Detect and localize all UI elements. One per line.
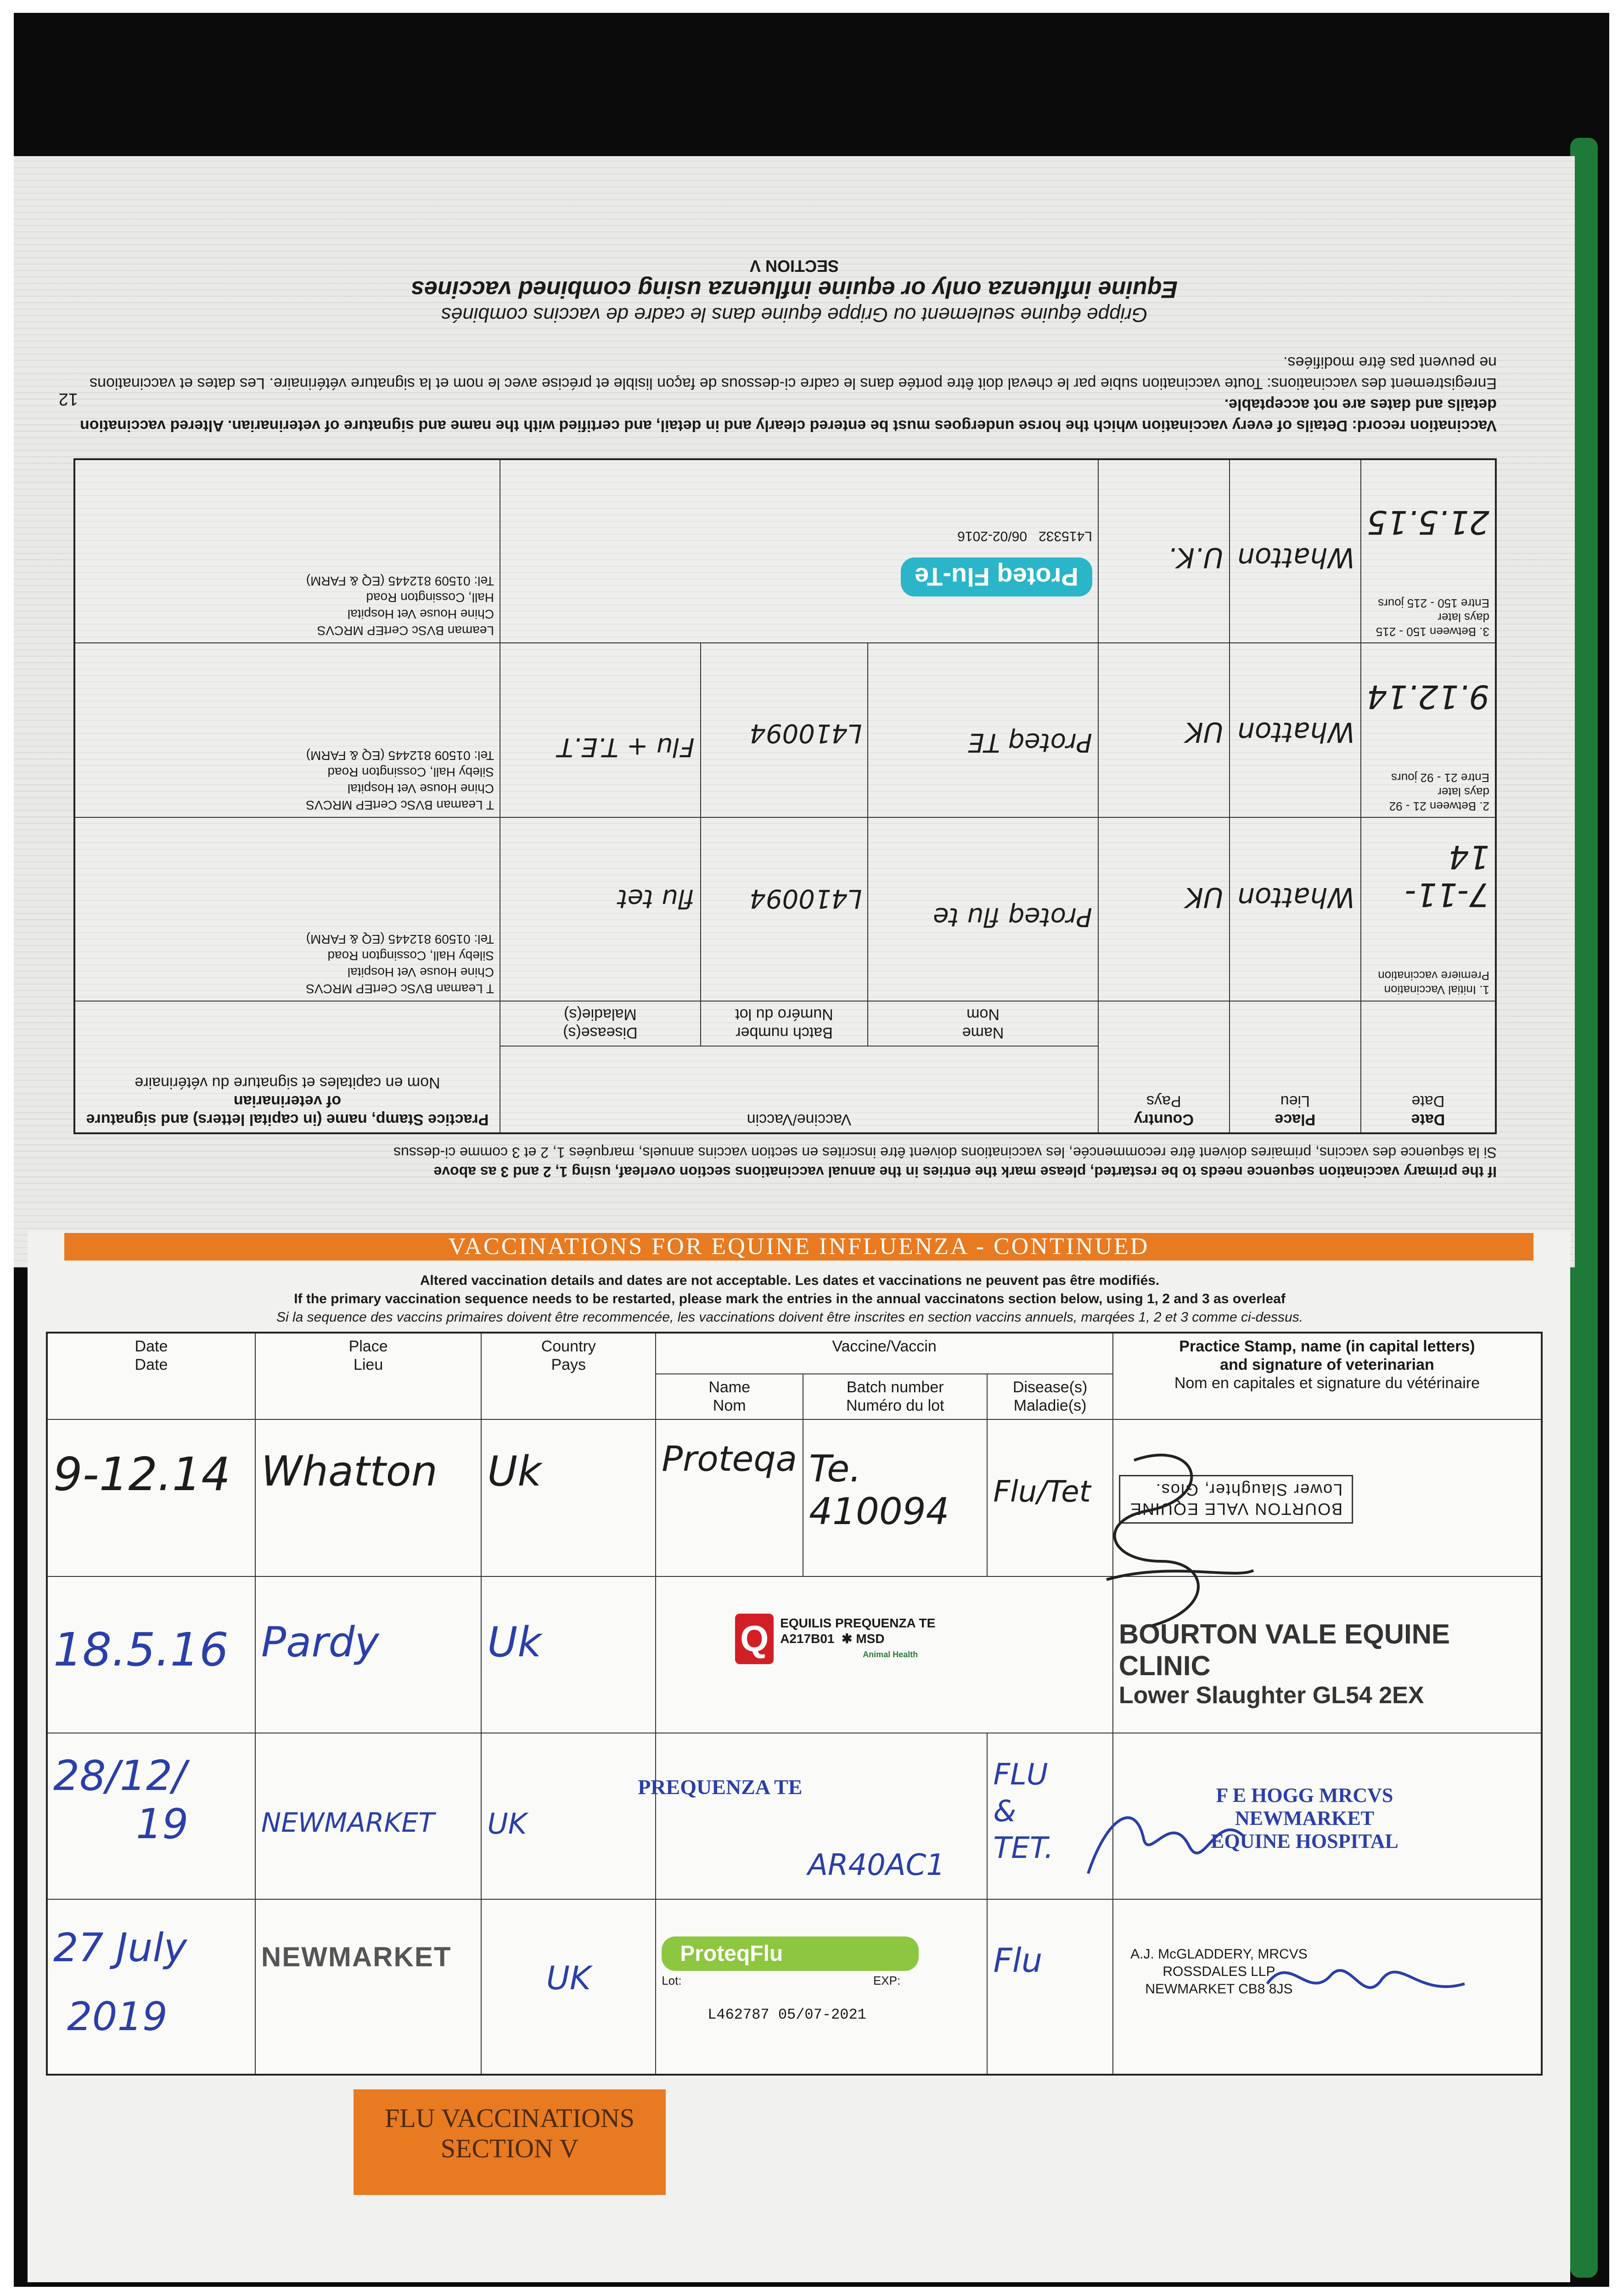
signature-mcgladdery-icon (1263, 1942, 1469, 2016)
row1-date: 9-12.14 (47, 1419, 255, 1576)
section-title: Equine influenza only or equine influenza using combined vaccines (410, 276, 1178, 303)
row3-disease: FLU & TET. (987, 1733, 1113, 1899)
row3-place: NEWMARKET (255, 1733, 481, 1899)
row3-stamp: F E HOGG MRCVS NEWMARKET EQUINE HOSPITAL (1113, 1733, 1542, 1899)
row4-country: UK (481, 1899, 656, 2075)
record-note-fr: Enregistrement des vaccinations: Toute vaccination subie par le cheval doit être portée dans le cadre ci-dessous de façon lisible et précise avec le nom et la signature vétérinaire. Les dates et vaccinations ne peuvent pas être modifiées. (90, 354, 1497, 392)
row4-disease: Flu (987, 1899, 1113, 2075)
row2-date: 18.5.16 (47, 1576, 255, 1733)
row2-vaccine-sticker: Q EQUILIS PREQUENZA TE A217B01 ✱ MSD Animal Health (656, 1576, 1113, 1733)
warn-2: If the primary vaccination sequence needs to be restarted, please mark the entries in the annual vaccinatons section below, using 1, 2 and 3 as overleaf (294, 1291, 1286, 1306)
row3-date: 28/12/ 19 (47, 1733, 255, 1899)
row4-date: 27 July 2019 (47, 1899, 255, 2075)
record-note-en: Vaccination record: Details of every vaccination which the horse undergoes must be entered clearly and in detail, and certified with the name and signature of veterinarian. Altered vaccination details and dates are not acceptable. (79, 396, 1497, 434)
row4-place: NEWMARKET (255, 1899, 481, 2075)
table-row (47, 1733, 1542, 1899)
continued-banner: VACCINATIONS FOR EQUINE INFLUENZA - CONTINUED (64, 1233, 1533, 1261)
prequenza-logo-icon: Q (735, 1614, 774, 1664)
row1-disease: Flu/Tet (987, 1419, 1113, 1576)
table-row: 3. Between 150 - 215 days later Entre 150 - 215 jours 21.5.15 Whatton U.K. Proteq Flu-Te L415332 06/02-2016 Leaman BVSc CertEP MRCVS Chine House Vet Hospital Hall, Cossington Road Tel: 01509 812445 (EQ & FARM) (74, 459, 1496, 643)
page-number: 12 (58, 389, 78, 409)
section-tab: FLU VACCINATIONS SECTION V (354, 2089, 666, 2195)
row2-place: Pardy (255, 1576, 481, 1733)
row1-name: Proteqa (656, 1419, 803, 1576)
footer-en: If the primary vaccination sequence needs to be restarted, please mark the entries in the annual vaccinations section overleaf, using 1, 2 and 3 as above (433, 1164, 1497, 1180)
row3-country: UK (481, 1733, 656, 1899)
section-title-fr: Grippe équine seulement ou Grippe équine dans le cadre de vaccins combinés (441, 304, 1148, 326)
table-row: 2. Between 21 - 92 days later Entre 21 - 92 jours 9.12.14 Whatton UK Proteq TE L410094 Flu + T.E.T T Leaman BVSc CertEP MRCVS Chine House Vet Hospital Sileby Hall, Cossington Road Tel: 01509 812445 (EQ & FARM) (74, 643, 1496, 817)
row4-stamp: A.J. McGLADDERY, MRCVS ROSSDALES LLP NEWMARKET CB8 8JS (1113, 1899, 1542, 2075)
row1-batch: Te. 410094 (803, 1419, 987, 1576)
table-row: 1. Initial Vaccination Premiere vaccination 7-11-14 Whatton UK Proteq flu te L410094 flu tet T Leaman BVSc CertEP MRCVS Chine House Vet Hospital Sileby Hall, Cossington Road Tel: 01509 812445 (EQ & FARM) (74, 817, 1496, 1001)
signature-scribble-icon (1079, 1442, 1263, 1635)
row1-stamp: BOURTON VALE EQUINE Lower Slaughter, Glos. (1113, 1419, 1542, 1576)
table-row (47, 1576, 1542, 1733)
annual-vaccination-table: Date Date Place Lieu Country Pays Vaccine/Vaccin Practice Stamp, name (in capital letters) and signature of veterinarian Nom en capitales et signature du vétérinaire Name Nom Batch number Numéro du lot Disease(s) Maladie(s) 9-12.14 Whatton Uk Proteqa Te. 410094 Flu/Tet BOURTON VALE EQUINE Lower Slaughter, Glos. 18.5.16 Pardy Uk Q EQUILIS PREQUENZA TE A217B01 ✱ MSD Animal Health BOURTON VALE EQUINE CLINIC Lower Slaughter GL54 2EX 28/12/ 19 NEWMARKET UK PREQUENZA TE AR40AC1 FLU & TET. F E HOGG MRCVS NEWMARKET EQUINE HOSPITAL 27 July 2019 NEWMARKET UK ProteqFlu Lot: EXP: L462787 05/07-2021 Flu A.J. McGLADDERY, MRCVS ROSSDALES LLP NEWMARKET CB8 8JS (46, 1332, 1543, 2076)
row2-stamp: BOURTON VALE EQUINE CLINIC Lower Slaughter GL54 2EX (1113, 1576, 1542, 1733)
table-row (47, 1419, 1542, 1576)
row1-place: Whatton (255, 1419, 481, 1576)
row1-country: Uk (481, 1419, 656, 1576)
row4-vaccine-sticker: ProteqFlu Lot: EXP: L462787 05/07-2021 (656, 1899, 987, 2075)
warn-3: Si la sequence des vaccins primaires doivent être recommencée, les vaccinations doivent être inscrites en section vaccins annuels, marqées 1, 2 et 3 comme ci-dessus. (276, 1310, 1303, 1325)
warn-1: Altered vaccination details and dates are not acceptable. Les dates et vaccinations ne peuvent pas être modifiés. (420, 1273, 1160, 1288)
upper-page (14, 156, 1575, 1267)
row2-country: Uk (481, 1576, 656, 1733)
initial-vaccination-table: Date Date Place Lieu Country Pays Vaccine/Vaccin Practice Stamp, name (in capital letters) and signature of veterinarian Nom en capitales et signature du vétérinaire Name Nom Batch number Numéro du lot Disease(s) Maladie(s) 1. Initial Vaccination Premiere vaccination 7-11-14 Whatton UK Proteq flu te L410094 flu tet T Leaman BVSc CertEP MRCVS Chine House Vet Hospital Sileby Hall, Cossington Road Tel: 01509 812445 (EQ & FARM) 2. Between 21 - 92 days later Entre 21 - 92 jours 9.12.14 Whatton UK Proteq TE L410094 Flu + T.E.T T Leaman BVSc CertEP MRCVS Chine House Vet Hospital Sileby Hall, Cossington Road Tel: 01509 812445 (EQ & FARM) 3. Between 150 - 215 days later Entre 150 - 215 jours 21.5.15 Whatton U.K. Proteq Flu-Te L415332 06/02-2016 Leaman BVSc CertEP MRCVS Chine House Vet Hospital Hall, Cossington Road Tel: 01509 812445 (EQ & FARM) (73, 458, 1497, 1134)
row3-vaccine: PREQUENZA TE AR40AC1 (656, 1733, 987, 1899)
section-label: SECTION V (749, 257, 839, 276)
signature-fretz-icon (1070, 1782, 1263, 1901)
footer-fr: Si la séquence des vaccins, primaires doivent être recommencée, les vaccinations doivent être inscrites en section vaccins annuels, marquées 1, 2 et 3 comme ci-dessus (393, 1144, 1497, 1161)
